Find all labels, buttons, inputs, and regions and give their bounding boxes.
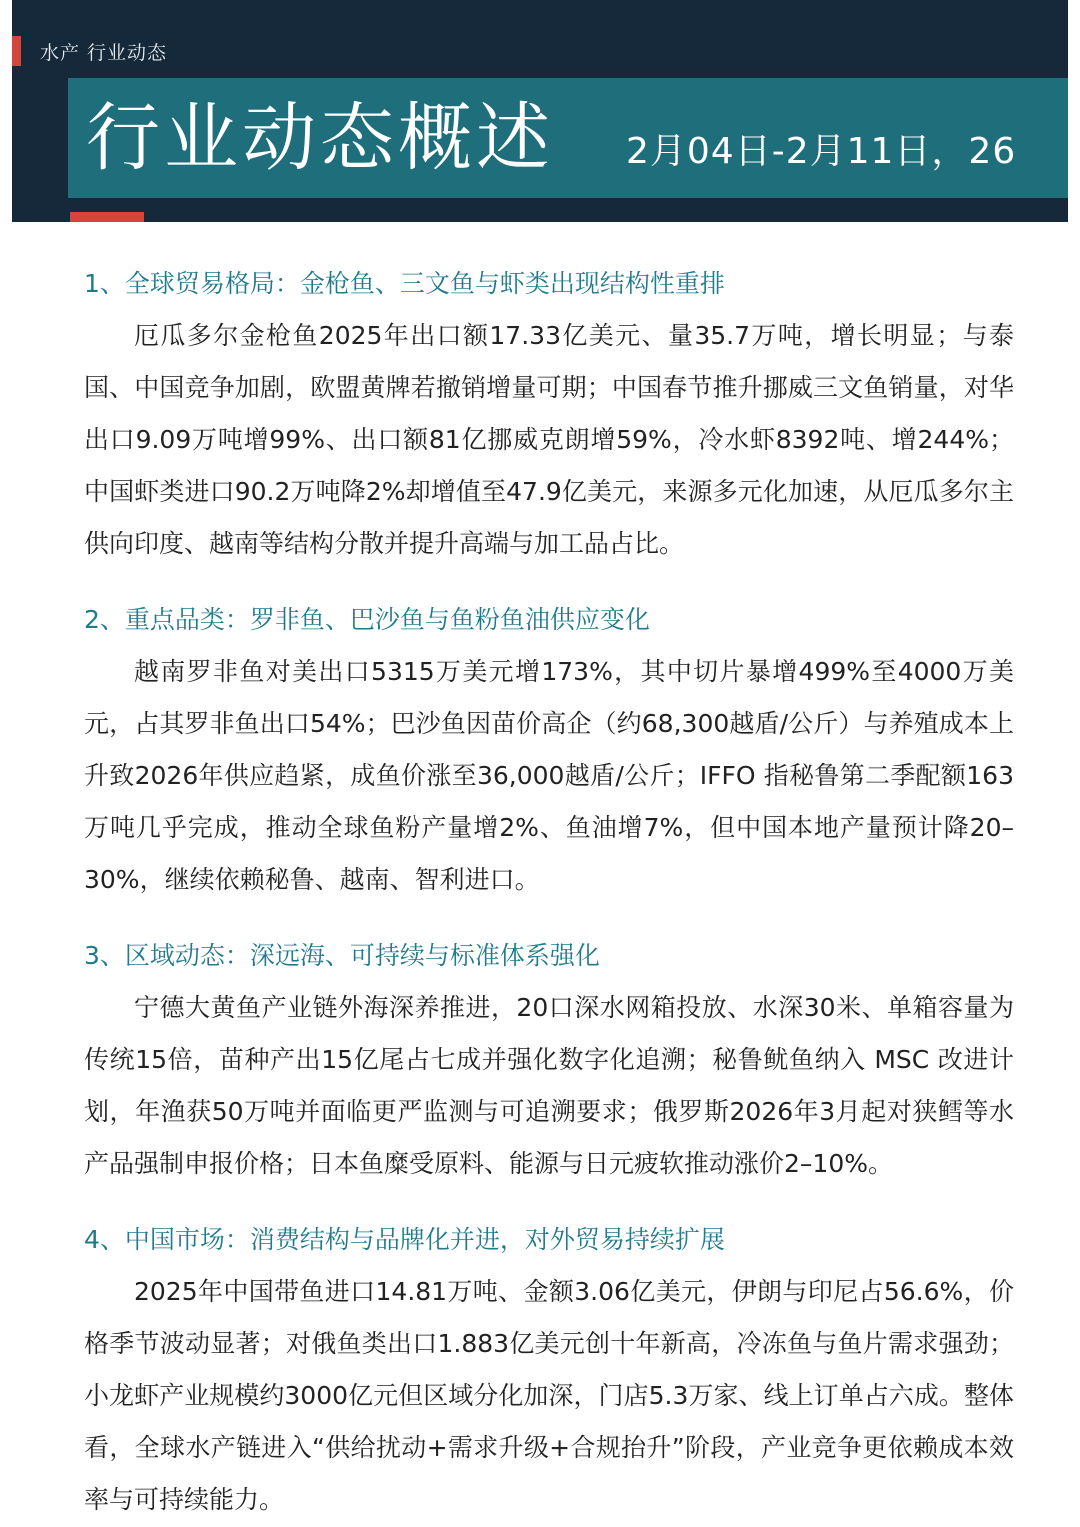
section-heading: 2、重点品类：罗非鱼、巴沙鱼与鱼粉鱼油供应变化 bbox=[84, 605, 650, 634]
section-china-market bbox=[84, 1214, 1014, 1526]
article-body bbox=[84, 258, 1014, 1527]
page-title: 行业动态概述 bbox=[86, 95, 554, 181]
breadcrumb: 水产 行业动态 bbox=[40, 42, 168, 64]
section-paragraph: 2025年中国带鱼进口14.81万吨、金额3.06亿美元，伊朗与印尼占56.6%，价格季节波动显著；对俄鱼类出口1.883亿美元创十年新高，冷冻鱼与鱼片需求强劲；小龙虾产业规模约3000亿元但区域分化加深，门店5.3万家、线上订单占六成。整体看，全球水产链进入“供给扰动+需求升级+合规抬升”阶段，产业竞争更依赖成本效率与可持续能力。 bbox=[84, 1277, 1014, 1514]
accent-bar bbox=[12, 36, 21, 66]
title-band bbox=[68, 78, 1068, 198]
section-paragraph: 宁德大黄鱼产业链外海深养推进，20口深水网箱投放、水深30米、单箱容量为传统15倍，苗种产出15亿尾占七成并强化数字化追溯；秘鲁鱿鱼纳入 MSC 改进计划，年渔获50万吨并面临更严监测与可追溯要求；俄罗斯2026年3月起对狭鳕等水产品强制申报价格；日本鱼糜受原料、能源与日元疲软推动涨价2–10%。 bbox=[84, 993, 1014, 1178]
section-heading: 1、全球贸易格局：金枪鱼、三文鱼与虾类出现结构性重排 bbox=[84, 269, 725, 298]
date-range: 2月04日-2月11日，26 bbox=[626, 131, 1017, 172]
section-global-trade bbox=[84, 258, 1014, 570]
section-paragraph: 越南罗非鱼对美出口5315万美元增173%，其中切片暴增499%至4000万美元，占其罗非鱼出口54%；巴沙鱼因苗价高企（约68,300越盾/公斤）与养殖成本上升致2026年供应趋紧，成鱼价涨至36,000越盾/公斤；IFFO 指秘鲁第二季配额163万吨几乎完成，推动全球鱼粉产量增2%、鱼油增7%，但中国本地产量预计降20–30%，继续依赖秘鲁、越南、智利进口。 bbox=[84, 657, 1014, 894]
section-paragraph: 厄瓜多尔金枪鱼2025年出口额17.33亿美元、量35.7万吨，增长明显；与泰国、中国竞争加剧，欧盟黄牌若撤销增量可期；中国春节推升挪威三文鱼销量，对华出口9.09万吨增99%、出口额81亿挪威克朗增59%，冷水虾8392吨、增244%；中国虾类进口90.2万吨降2%却增值至47.9亿美元，来源多元化加速，从厄瓜多尔主供向印度、越南等结构分散并提升高端与加工品占比。 bbox=[84, 321, 1014, 558]
section-heading: 3、区域动态：深远海、可持续与标准体系强化 bbox=[84, 941, 600, 970]
title-underline bbox=[70, 212, 144, 222]
section-regional bbox=[84, 930, 1014, 1190]
section-heading: 4、中国市场：消费结构与品牌化并进，对外贸易持续扩展 bbox=[84, 1225, 725, 1254]
section-key-categories bbox=[84, 594, 1014, 906]
page-header bbox=[12, 0, 1068, 222]
